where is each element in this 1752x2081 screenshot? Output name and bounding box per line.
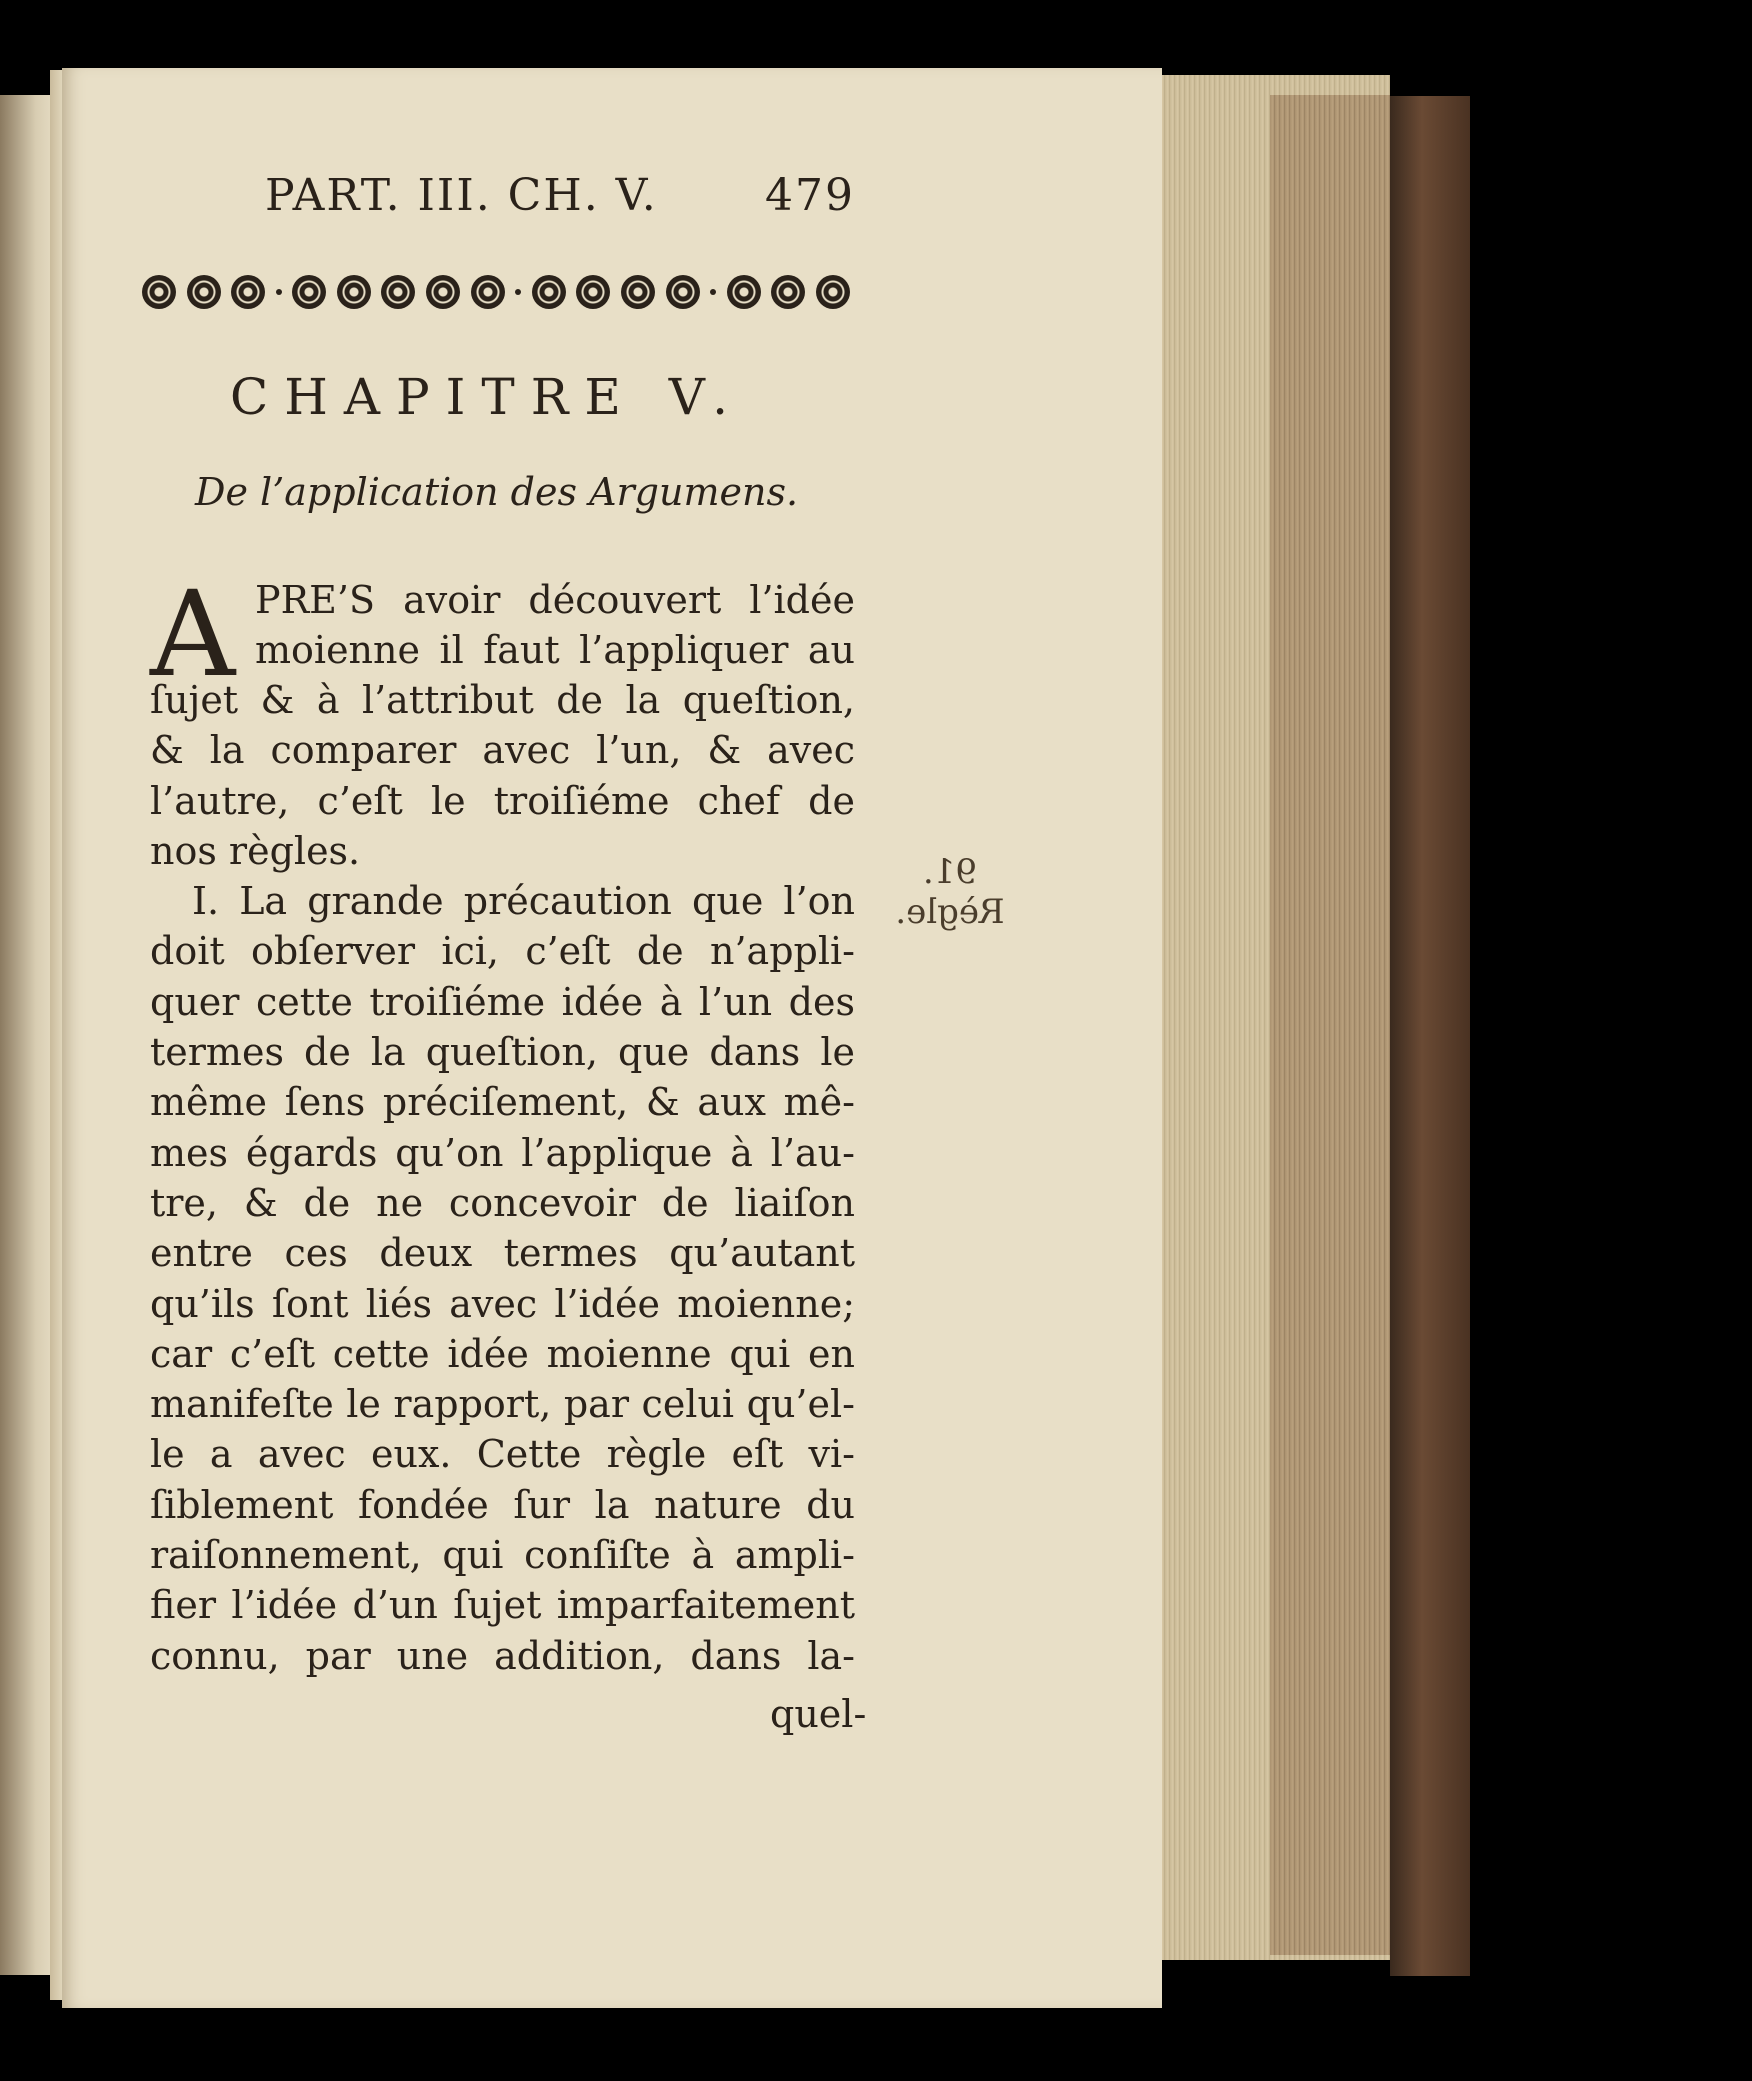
fleuron-icon xyxy=(292,275,326,309)
book-cover-edge xyxy=(1390,96,1470,1976)
body-line: raiſonnement, qui conſiſte à ampli- xyxy=(150,1533,855,1578)
fleuron-icon xyxy=(771,275,805,309)
ornament-dot-icon xyxy=(515,289,521,295)
chapter-heading: CHAPITRE V. xyxy=(230,368,745,426)
fleuron-icon xyxy=(471,275,505,309)
fleuron-icon xyxy=(142,275,176,309)
body-line: ſiblement fondée ſur la nature du xyxy=(150,1482,855,1527)
fleuron-icon xyxy=(532,275,566,309)
drop-cap: A xyxy=(150,565,236,703)
ornament-dot-icon xyxy=(710,289,716,295)
body-line: ſujet & à l’attribut de la queſtion, xyxy=(150,678,855,722)
chapter-subtitle: De l’application des Argumens. xyxy=(195,470,799,514)
catchword: quel- xyxy=(770,1692,867,1736)
body-line: & la comparer avec l’un, & avec xyxy=(150,728,855,773)
opening-line: moienne il faut l’appliquer au xyxy=(255,628,855,673)
fleuron-icon xyxy=(231,275,265,309)
body-line: car c’eſt cette idée moienne qui en xyxy=(150,1331,855,1376)
page-block-edge xyxy=(1270,95,1390,1955)
body-line: quer cette troiſiéme idée à l’un des xyxy=(150,979,855,1024)
body-line: tre, & de ne concevoir de liaiſon xyxy=(150,1180,855,1225)
margin-note-label: Règle. xyxy=(895,892,1005,932)
body-line: entre ces deux termes qu’autant xyxy=(150,1231,855,1276)
fleuron-icon xyxy=(381,275,415,309)
body-line: l’autre, c’eſt le troiſiéme chef de xyxy=(150,778,855,823)
fleuron-icon xyxy=(337,275,371,309)
body-line: I. La grande précaution que l’on xyxy=(192,879,855,924)
fleuron-icon xyxy=(727,275,761,309)
ornament-band xyxy=(142,268,850,316)
body-line: doit obſerver ici, c’eſt de n’appli- xyxy=(150,929,855,974)
running-head-title: PART. III. CH. V. xyxy=(265,170,658,221)
page-number: 479 xyxy=(765,170,855,221)
fleuron-icon xyxy=(621,275,655,309)
opening-line: PRE’S avoir découvert l’idée xyxy=(255,578,855,622)
body-line: termes de la queſtion, que dans le xyxy=(150,1030,855,1075)
fleuron-icon xyxy=(666,275,700,309)
fleuron-icon xyxy=(816,275,850,309)
page-block xyxy=(1160,75,1390,1960)
opening-lines xyxy=(255,575,855,676)
ornament-dot-icon xyxy=(276,289,282,295)
fleuron-icon xyxy=(187,275,221,309)
margin-note-number: 91. xyxy=(922,852,978,892)
body-text xyxy=(150,675,855,1681)
margin-note-show-through xyxy=(895,852,1005,932)
body-line: le a avec eux. Cette règle eſt vi- xyxy=(150,1432,855,1477)
body-line: connu, par une addition, dans la- xyxy=(150,1633,855,1678)
body-line: fier l’idée d’un ſujet imparfaitement xyxy=(150,1583,855,1628)
fleuron-icon xyxy=(426,275,460,309)
body-line: même ſens préciſement, & aux mê- xyxy=(150,1080,855,1125)
body-line: mes égards qu’on l’applique à l’au- xyxy=(150,1130,855,1175)
running-head xyxy=(265,170,855,230)
fleuron-icon xyxy=(576,275,610,309)
body-line: qu’ils ſont liés avec l’idée moienne; xyxy=(150,1281,855,1326)
body-line: nos règles. xyxy=(150,828,361,873)
body-line: manifeſte le rapport, par celui qu’el- xyxy=(150,1382,855,1427)
